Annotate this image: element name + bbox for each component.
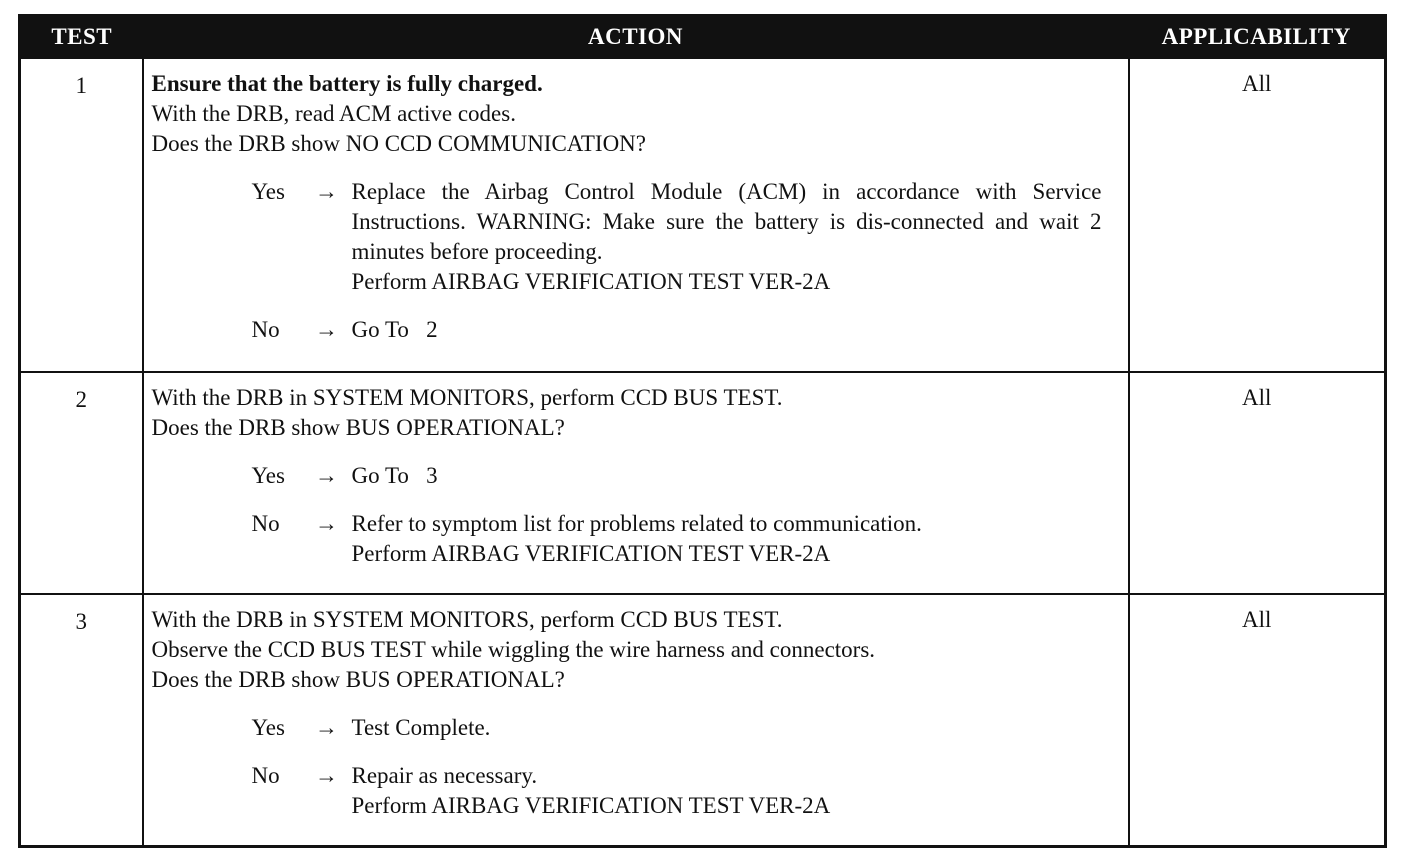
header-action: ACTION [143, 16, 1129, 59]
table-row [20, 594, 1386, 847]
table-row [20, 372, 1386, 594]
arrow-icon: → [315, 715, 338, 740]
arrow-icon: → [315, 317, 338, 342]
yes-outcome [252, 713, 1120, 743]
result-line: Refer to symptom list for problems related to communication. [351, 511, 922, 536]
no-outcome [252, 315, 1120, 345]
test-number: 3 [20, 594, 143, 847]
no-result [352, 509, 1102, 569]
result-line: Perform AIRBAG VERIFICATION TEST VER-2A [351, 541, 831, 566]
arrow-icon: → [315, 763, 338, 788]
test-number: 2 [20, 372, 143, 594]
no-label: No [251, 511, 280, 536]
instruction-line: Ensure that the battery is fully charged. [151, 71, 543, 96]
arrow-icon: → [315, 511, 338, 536]
applicability-value: All [1129, 594, 1386, 847]
action-cell [143, 372, 1129, 594]
applicability-value: All [1129, 372, 1386, 594]
action-cell [143, 594, 1129, 847]
no-label: No [251, 317, 280, 342]
no-result [352, 315, 1102, 345]
instruction-line: Observe the CCD BUS TEST while wiggling the wire harness and connectors. [151, 637, 876, 662]
header-applicability: APPLICABILITY [1129, 16, 1386, 59]
result-line: Go To 2 [351, 317, 438, 342]
diagnostic-test-table [18, 14, 1387, 848]
result-line: Perform AIRBAG VERIFICATION TEST VER-2A [351, 793, 831, 818]
instruction-line: Does the DRB show BUS OPERATIONAL? [151, 415, 565, 440]
yes-outcome [252, 177, 1120, 297]
no-outcome [252, 509, 1120, 569]
result-line: Repair as necessary. [351, 763, 538, 788]
yes-result [352, 177, 1102, 297]
yes-result [352, 461, 1102, 491]
result-line: Perform AIRBAG VERIFICATION TEST VER-2A [351, 269, 831, 294]
applicability-value: All [1129, 58, 1386, 372]
table-row [20, 58, 1386, 372]
header-test: TEST [20, 16, 143, 59]
yes-label: Yes [251, 715, 285, 740]
yes-label: Yes [251, 179, 285, 204]
instruction-line: Does the DRB show BUS OPERATIONAL? [151, 667, 565, 692]
result-line: Replace the Airbag Control Module (ACM) in accordance with Service Instructions. WARNING: Make sure the battery is dis-connected and wait 2 minutes before proceeding. [351, 179, 1102, 264]
yes-result [352, 713, 1102, 743]
yes-label: Yes [251, 463, 285, 488]
arrow-icon: → [315, 179, 338, 204]
instruction-line: Does the DRB show NO CCD COMMUNICATION? [151, 131, 646, 156]
instruction-line: With the DRB in SYSTEM MONITORS, perform CCD BUS TEST. [151, 385, 783, 410]
no-outcome [252, 761, 1120, 821]
test-number: 1 [20, 58, 143, 372]
result-line: Test Complete. [351, 715, 491, 740]
yes-outcome [252, 461, 1120, 491]
instruction-line: With the DRB in SYSTEM MONITORS, perform CCD BUS TEST. [151, 607, 783, 632]
no-label: No [251, 763, 280, 788]
arrow-icon: → [315, 463, 338, 488]
instruction-line: With the DRB, read ACM active codes. [151, 101, 516, 126]
no-result [352, 761, 1102, 821]
action-cell [143, 58, 1129, 372]
header-row [20, 16, 1386, 59]
result-line: Go To 3 [351, 463, 438, 488]
